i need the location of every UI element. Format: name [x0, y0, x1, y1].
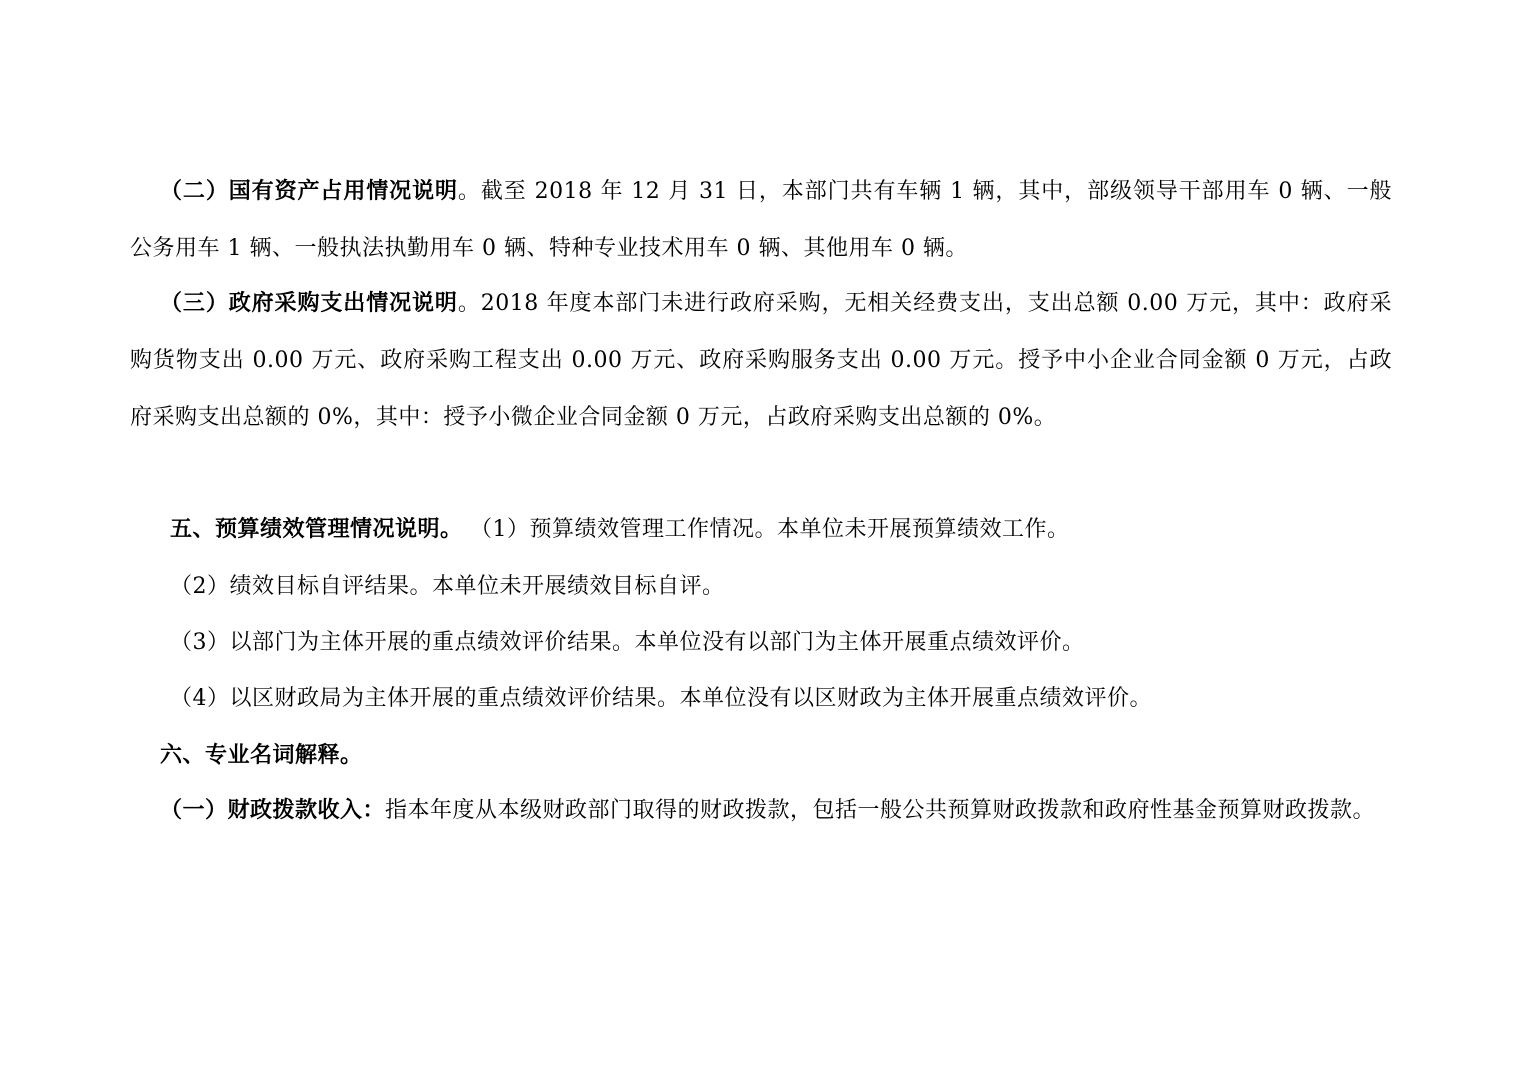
text-finance-bureau-evaluation: （4）以区财政局为主体开展的重点绩效评价结果。本单位没有以区财政为主体开展重点绩效评价。 — [170, 686, 1153, 711]
paragraph-terms-heading — [130, 727, 1392, 784]
heading-performance-management: 五、预算绩效管理情况说明。 — [170, 516, 463, 542]
heading-terms: 六、专业名词解释。 — [160, 742, 363, 768]
text-government-procurement: 。2018 年度本部门未进行政府采购，无相关经费支出，支出总额 0.00 万元，其中：政府采购货物支出 0.00 万元、政府采购工程支出 0.00 万元、政府采购服务支出 0.00 万元。授予中小企业合同金额 0 万元，占政府采购支出总额的 0%，其中：授予小微企业合同金额 0 万元，占政府采购支出总额的 0%。 — [130, 291, 1392, 430]
paragraph-government-procurement — [130, 275, 1392, 446]
heading-government-procurement: （三）政府采购支出情况说明 — [160, 290, 458, 316]
paragraph-state-assets — [130, 163, 1392, 277]
paragraph-fiscal-appropriation — [130, 782, 1392, 839]
text-state-assets: 。截至 2018 年 12 月 31 日，本部门共有车辆 1 辆，其中，部级领导干部用车 0 辆、一般公务用车 1 辆、一般执法执勤用车 0 辆、特种专业技术用车 0 辆、其他用车 0 辆。 — [130, 179, 1392, 261]
text-department-evaluation: （3）以部门为主体开展的重点绩效评价结果。本单位没有以部门为主体开展重点绩效评价。 — [170, 630, 1085, 655]
paragraph-department-evaluation — [130, 614, 1392, 671]
heading-fiscal-appropriation: （一）财政拨款收入： — [160, 797, 386, 823]
paragraph-finance-bureau-evaluation — [130, 670, 1392, 727]
paragraph-performance-management — [130, 501, 1392, 558]
text-performance-management: （1）预算绩效管理工作情况。本单位未开展预算绩效工作。 — [462, 517, 1070, 542]
heading-state-assets: （二）国有资产占用情况说明 — [160, 178, 458, 204]
paragraph-performance-self-evaluation — [130, 558, 1392, 615]
text-performance-self-evaluation: （2）绩效目标自评结果。本单位未开展绩效目标自评。 — [170, 574, 725, 599]
text-fiscal-appropriation: 指本年度从本级财政部门取得的财政拨款，包括一般公共预算财政拨款和政府性基金预算财政拨款。 — [385, 798, 1376, 823]
